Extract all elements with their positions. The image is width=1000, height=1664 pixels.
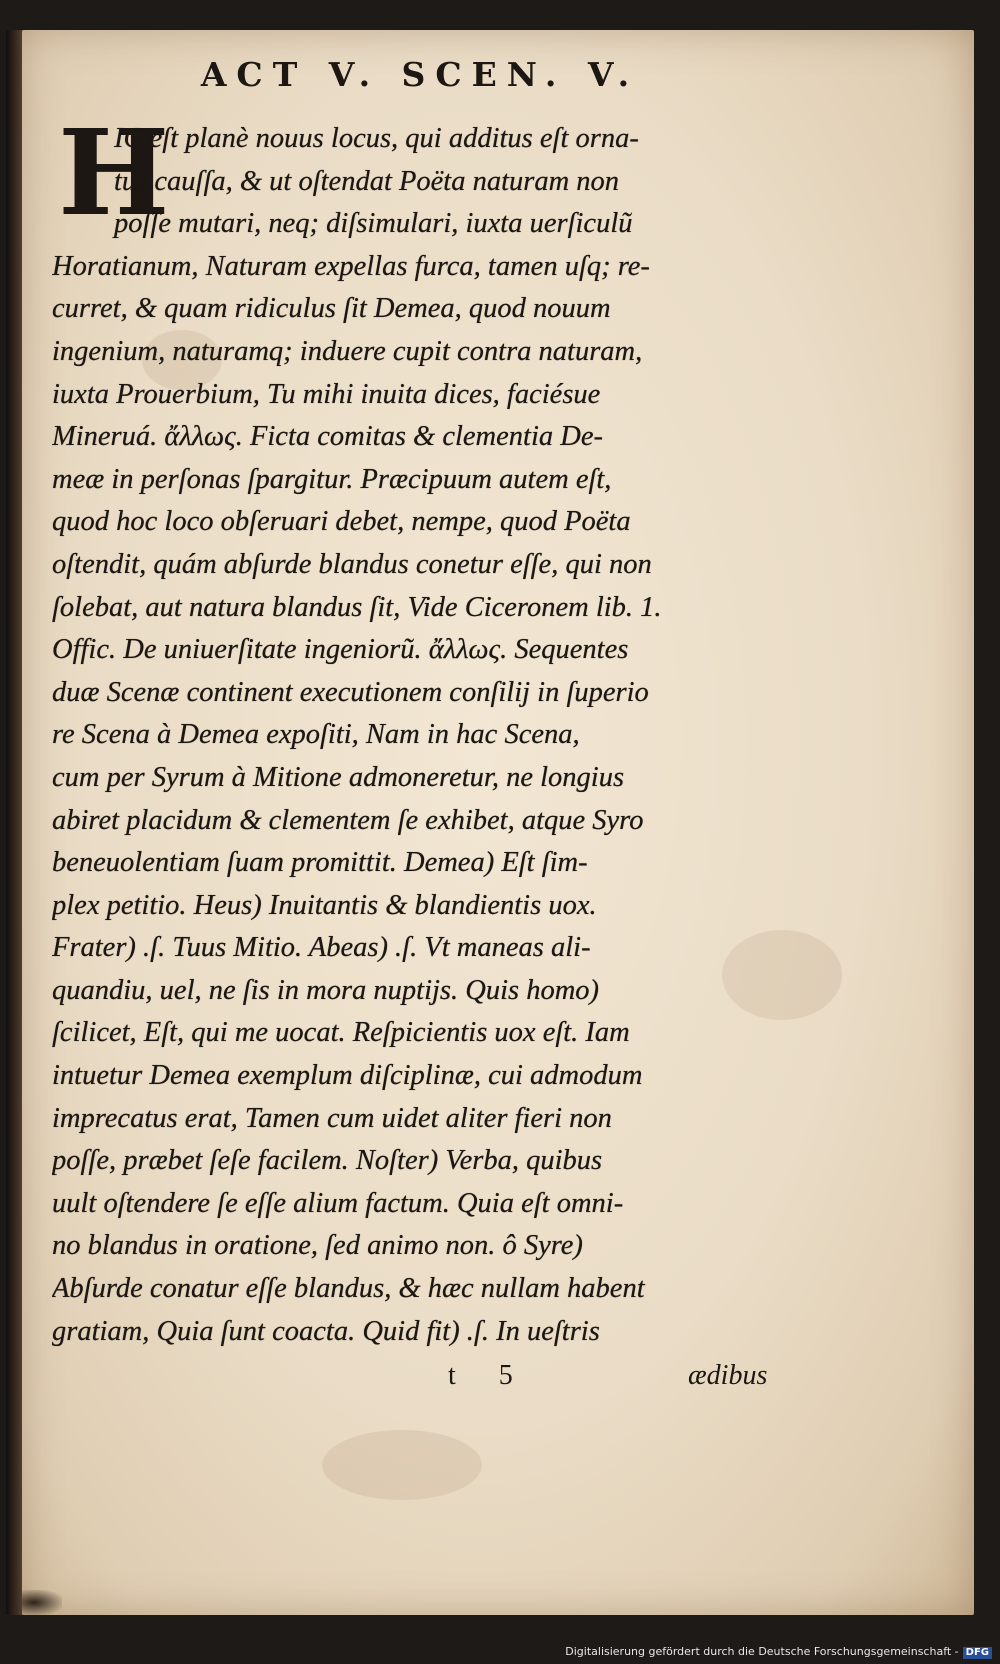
text-line: re Scena à Demea expoſiti, Nam in hac Scena, (52, 719, 580, 751)
text-line: intuetur Demea exemplum diſciplinæ, cui admodum (52, 1060, 643, 1092)
text-line: ingenium, naturamq; induere cupit contra naturam, (52, 335, 643, 367)
text-line: abiret placidum & clementem ſe exhibet, atque Syro (52, 804, 644, 836)
text-line: duæ Scenæ continent executionem conſilij in ſuperio (52, 676, 649, 708)
text-line: quandiu, uel, ne ſis in mora nuptijs. Quis homo) (52, 974, 600, 1006)
text-line: Offic. De uniuerſitate ingeniorũ. ἄλλως. Sequentes (52, 634, 629, 666)
text-line: ſcilicet, Eſt, qui me uocat. Reſpicientis uox eſt. Iam (52, 1017, 630, 1049)
text-line: Horatianum, Naturam expellas furca, tamen uſq; re- (52, 250, 650, 282)
text-line: no blandus in oratione, ſed animo non. ô Syre) (52, 1230, 583, 1262)
text-line: beneuolentiam ſuam promittit. Demea) Eſt ſim- (52, 847, 588, 879)
text-line: poſſe mutari, neq; diſsimulari, iuxta uerſiculũ (114, 208, 633, 240)
drop-cap-initial: H (58, 103, 170, 242)
paper-stain (322, 1430, 482, 1500)
text-line: poſſe, præbet ſeſe facilem. Noſter) Verba, quibus (52, 1145, 603, 1177)
text-line: meæ in perſonas ſpargitur. Præcipuum autem eſt, (52, 463, 612, 495)
text-line: Abſurde conatur eſſe blandus, & hæc nullam habent (52, 1273, 645, 1305)
text-line: IC eſt planè nouus locus, qui additus eſt orna- (114, 123, 639, 154)
text-line: ſolebat, aut natura blandus ſit, Vide Ciceronem lib. 1. (52, 591, 662, 623)
text-line: iuxta Prouerbium, Tu mihi inuita dices, faciésue (52, 378, 601, 410)
ink-smudge (22, 1590, 62, 1615)
dfg-logo-icon: DFG (963, 1647, 992, 1659)
text-line: uult oſtendere ſe eſſe alium factum. Quia eſt omni- (52, 1187, 624, 1219)
text-line: Mineruá. ἄλλως. Ficta comitas & clementia De- (52, 421, 603, 453)
text-line: oſtendit, quám abſurde blandus conetur eſſe, qui non (52, 548, 652, 580)
catchword: ædibus (688, 1360, 768, 1391)
text-line: tus cauſſa, & ut oſtendat Poëta naturam non (114, 165, 620, 197)
text-line: gratiam, Quia ſunt coacta. Quid fit) .ſ. In ueſtris (52, 1315, 600, 1347)
digitization-credit (565, 1645, 992, 1659)
commentary-text (52, 118, 752, 1353)
text-line: quod hoc loco obſeruari debet, nempe, quod Poëta (52, 506, 631, 538)
text-line: Frater) .ſ. Tuus Mitio. Abeas) .ſ. Vt maneas ali- (52, 932, 591, 964)
credit-text: Digitalisierung gefördert durch die Deutsche Forschungsgemeinschaft - (565, 1645, 959, 1658)
signature-mark: t 5 (448, 1360, 531, 1391)
text-line: cum per Syrum à Mitione admoneretur, ne longius (52, 761, 625, 793)
text-line: curret, & quam ridiculus ſit Demea, quod nouum (52, 293, 611, 325)
text-line: imprecatus erat, Tamen cum uidet aliter fieri non (52, 1102, 612, 1134)
running-title: ACT V. SCEN. V. (200, 55, 640, 94)
text-line: plex petitio. Heus) Inuitantis & blandientis uox. (52, 889, 597, 921)
